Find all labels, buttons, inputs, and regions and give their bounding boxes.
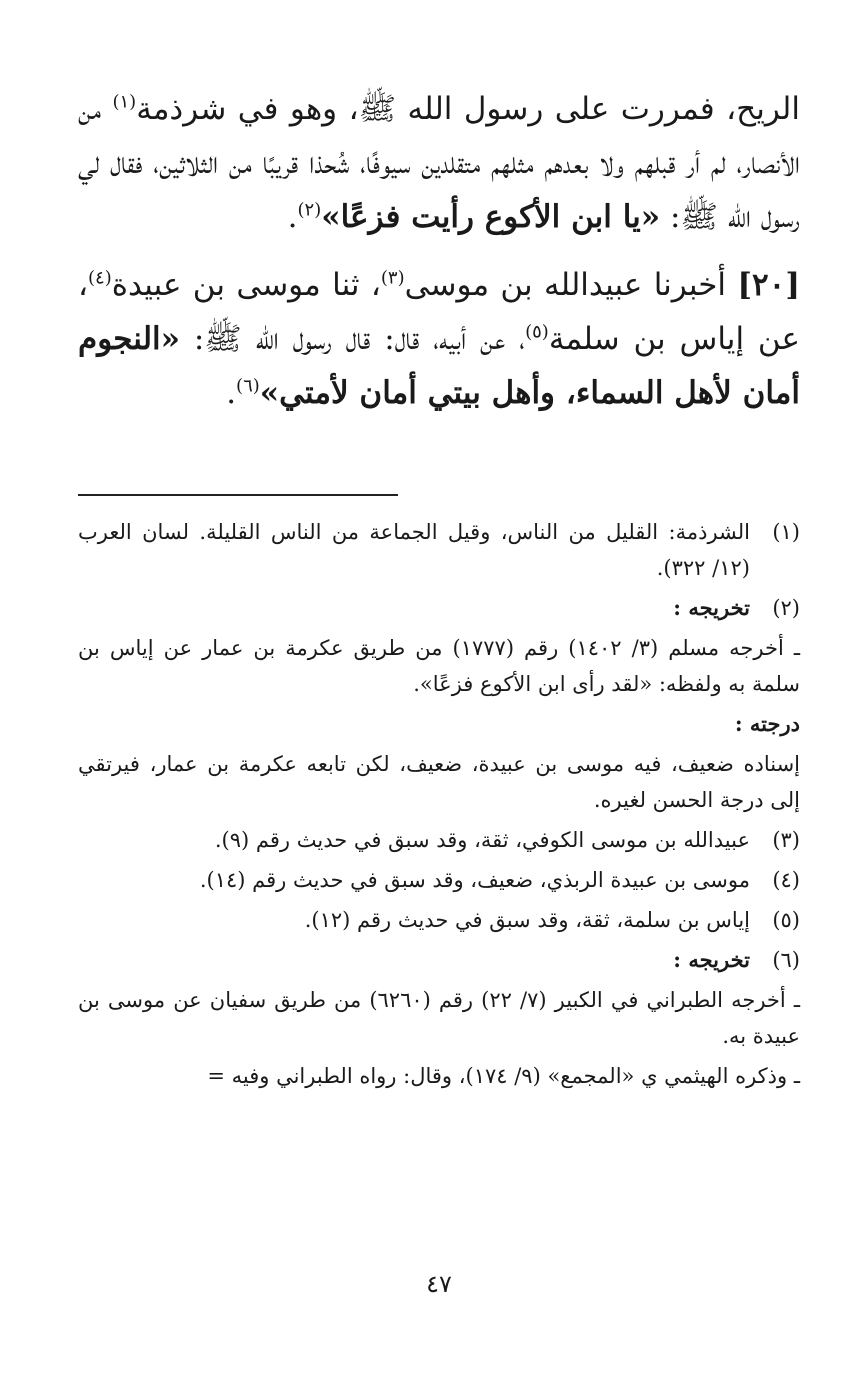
footnote-2 [78, 590, 800, 626]
isnad-text: ، عن أبيه، قال: قال رسول الله ﷺ: [180, 321, 526, 357]
isnad-text: ، ثنا موسى بن عبيدة [111, 267, 381, 303]
paragraph-continuation [78, 82, 800, 244]
footnote-2-heading: درجته : [734, 711, 800, 736]
footnote-number: (٢) [772, 596, 800, 620]
footnote-number: (٦) [772, 948, 800, 972]
isnad-text: أخبرنا عبيدالله بن موسى [404, 267, 738, 303]
footnote-6-line: ـ أخرجه الطبراني في الكبير (٧/ ٢٢) رقم (٦٢٦٠) من طريق سفيان عن موسى بن عبيدة به. [78, 988, 800, 1048]
footnote-ref-1[interactable]: (١) [112, 91, 137, 113]
footnote-6 [78, 942, 800, 978]
footnote-text: إياس بن سلمة، ثقة، وقد سبق في حديث رقم (١٢). [304, 908, 750, 932]
footnote-ref-6[interactable]: (٦) [236, 375, 260, 397]
paragraph-end: . [226, 375, 237, 411]
footnote-text: عبيدالله بن موسى الكوفي، ثقة، وقد سبق في حديث رقم (٩). [214, 828, 750, 852]
footnote-number: (٤) [772, 868, 800, 892]
hadith-quote: «النجوم أمان لأهل السماء، وأهل بيتي أمان لأمتي» [78, 321, 800, 411]
footnote-text: الشرذمة: القليل من الناس، وقيل الجماعة من الناس القليلة. لسان العرب (١٢/ ٣٢٢). [78, 520, 750, 580]
footnote-6-line: ـ وذكره الهيثمي ي «المجمع» (٩/ ١٧٤)، وقال: رواه الطبراني وفيه = [207, 1064, 800, 1088]
paragraph-text: الريح، فمررت على رسول الله ﷺ، وهو في شرذمة [136, 91, 800, 127]
footnote-2-line: ـ أخرجه مسلم (٣/ ١٤٠٢) رقم (١٧٧٧) من طريق عكرمة بن عمار عن إياس بن سلمة به ولفظه: «لقد رأى ابن الأكوع فزعًا». [78, 636, 800, 696]
hadith-20 [78, 258, 800, 420]
footnotes-section [78, 514, 800, 1098]
footnote-ref-2[interactable]: (٢) [297, 199, 322, 221]
footnote-5 [78, 902, 800, 938]
hadith-number: [٢٠] [737, 267, 800, 303]
footnote-number: (٣) [772, 828, 800, 852]
footnote-1 [78, 514, 800, 586]
paragraph-end: . [287, 199, 298, 235]
footnote-ref-4[interactable]: (٤) [88, 267, 112, 289]
page-number: ٤٧ [426, 1270, 452, 1298]
footnote-number: (١) [772, 520, 800, 544]
footnote-heading: تخريجه : [673, 595, 750, 620]
footnote-divider [78, 494, 398, 496]
book-page [78, 82, 800, 1352]
isnad-text: ، عن إياس بن سلمة [78, 267, 800, 357]
footnote-4 [78, 862, 800, 898]
footnote-heading: تخريجه : [673, 947, 750, 972]
footnote-number: (٥) [772, 908, 800, 932]
hadith-quote: «يا ابن الأكوع رأيت فزعًا» [321, 199, 661, 235]
footnote-text: موسى بن عبيدة الربذي، ضعيف، وقد سبق في حديث رقم (١٤). [199, 868, 750, 892]
footnote-3 [78, 822, 800, 858]
paragraph-text: من الأنصار، لم أر قبلهم ولا بعدهم مثلهم متقلدين سيوفًا، شُحذا قريبًا من الثلاثين، فقال لي رسول الله ﷺ: [78, 91, 800, 235]
footnote-ref-3[interactable]: (٣) [380, 267, 405, 289]
footnote-2-grade: إسناده ضعيف، فيه موسى بن عبيدة، ضعيف، لكن تابعه عكرمة بن عمار، فيرتقي إلى درجة الحسن لغيره. [78, 752, 800, 812]
footnote-ref-5[interactable]: (٥) [525, 321, 549, 343]
